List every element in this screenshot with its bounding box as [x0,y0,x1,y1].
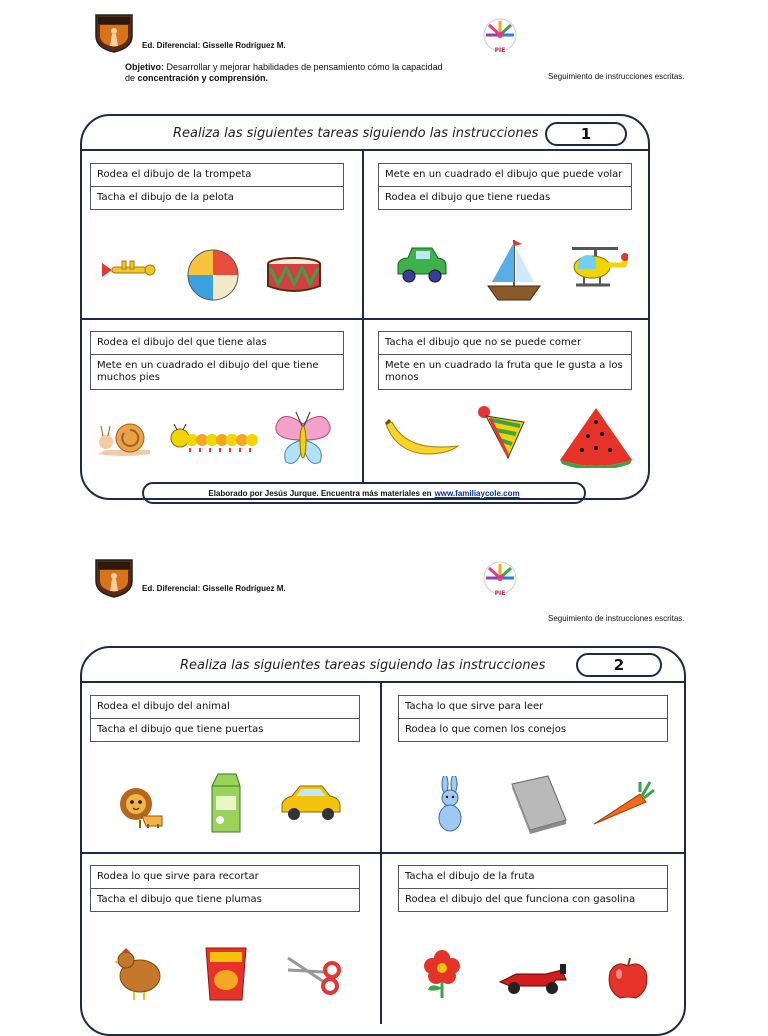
worksheet-title: Realiza las siguientes tareas siguiendo las instrucciones [173,126,539,141]
instruction-line: Tacha el dibujo que tiene puertas [91,718,359,741]
tracking-label: Seguimiento de instrucciones escritas. [548,72,685,81]
flower-icon [420,948,464,1000]
instruction-box [398,865,668,912]
banana-icon [382,418,462,462]
instruction-box [90,331,344,390]
instruction-line: Rodea el dibujo que tiene ruedas [379,186,631,209]
instruction-line: Rodea lo que comen los conejos [399,718,667,741]
apple-icon [606,956,650,1000]
spinning-top-icon [474,404,532,464]
svg-text:PIE: PIE [494,590,506,597]
atenea-logo [93,557,135,599]
instruction-line: Mete en un cuadrado el dibujo que puede volar [385,169,623,180]
scissors-icon [284,954,344,998]
instruction-line: Rodea el dibujo del que funciona con gasolina [399,888,667,911]
instruction-line: Rodea lo que sirve para recortar [97,871,259,882]
atenea-logo [93,12,135,54]
header-teacher-name: Ed. Diferencial: Gisselle Rodríguez M. [142,41,286,50]
pie-logo [481,18,519,56]
objective-body: Desarrollar y mejorar habilidades de pensamiento cómo la capacidad de [125,62,443,83]
instruction-box [90,695,360,742]
worksheet-number: 2 [576,653,662,677]
header-teacher-name: Ed. Diferencial: Gisselle Rodríguez M. [142,584,286,593]
ball-icon [186,248,240,302]
instruction-line: Rodea el dibujo del que tiene alas [97,337,267,348]
lion-icon [116,786,164,830]
instruction-line: Tacha el dibujo de la pelota [91,186,343,209]
title-divider [81,149,649,151]
carrot-icon [590,780,656,828]
credits-footer [142,482,586,504]
horizontal-divider [81,318,649,320]
book-icon [508,774,570,834]
car-icon [394,244,448,286]
snail-icon [96,418,152,458]
instruction-line: Mete en un cuadrado el dibujo del que tiene muchos pies [91,354,343,389]
helicopter-icon [566,243,628,291]
instruction-line: Mete en un cuadrado la fruta que le gusta a los monos [379,354,631,389]
horizontal-divider [81,852,685,854]
instruction-line: Tacha el dibujo que no se puede comer [385,337,582,348]
worksheet-number: 1 [545,122,627,146]
instruction-line: Rodea el dibujo de la trompeta [97,169,252,180]
instruction-box [90,865,360,912]
butterfly-icon [272,410,334,470]
trumpet-icon [100,255,158,285]
credits-link[interactable]: www.familiaycole.com [434,488,520,498]
pie-logo [481,561,519,599]
race-car-icon [496,960,570,996]
instruction-box [378,331,632,390]
credits-text: Elaborado por Jesús Jurque. Encuentra más materiales en [208,488,432,498]
objective-bold: concentración y comprensión. [137,73,269,83]
chips-bag-icon [202,944,250,1004]
tracking-label: Seguimiento de instrucciones escritas. [548,614,685,623]
title-divider [81,681,685,683]
hen-icon [112,946,164,1002]
objective-text [125,62,455,84]
car-icon [278,780,344,826]
instruction-line: Tacha el dibujo de la fruta [405,871,535,882]
instruction-box [90,163,344,210]
instruction-box [378,163,632,210]
sailboat-icon [486,236,542,304]
instruction-line: Rodea el dibujo del animal [97,701,230,712]
caterpillar-icon [170,424,260,454]
milk-carton-icon [206,772,244,834]
objective-label: Objetivo: [125,62,165,72]
instruction-line: Tacha el dibujo que tiene plumas [91,888,359,911]
instruction-line: Tacha lo que sirve para leer [405,701,544,712]
vertical-divider [362,150,364,482]
instruction-box [398,695,668,742]
rabbit-icon [432,776,468,832]
svg-text:PIE: PIE [494,47,506,54]
worksheet-title: Realiza las siguientes tareas siguiendo las instrucciones [180,658,546,673]
watermelon-icon [558,406,634,468]
drum-icon [266,256,322,294]
